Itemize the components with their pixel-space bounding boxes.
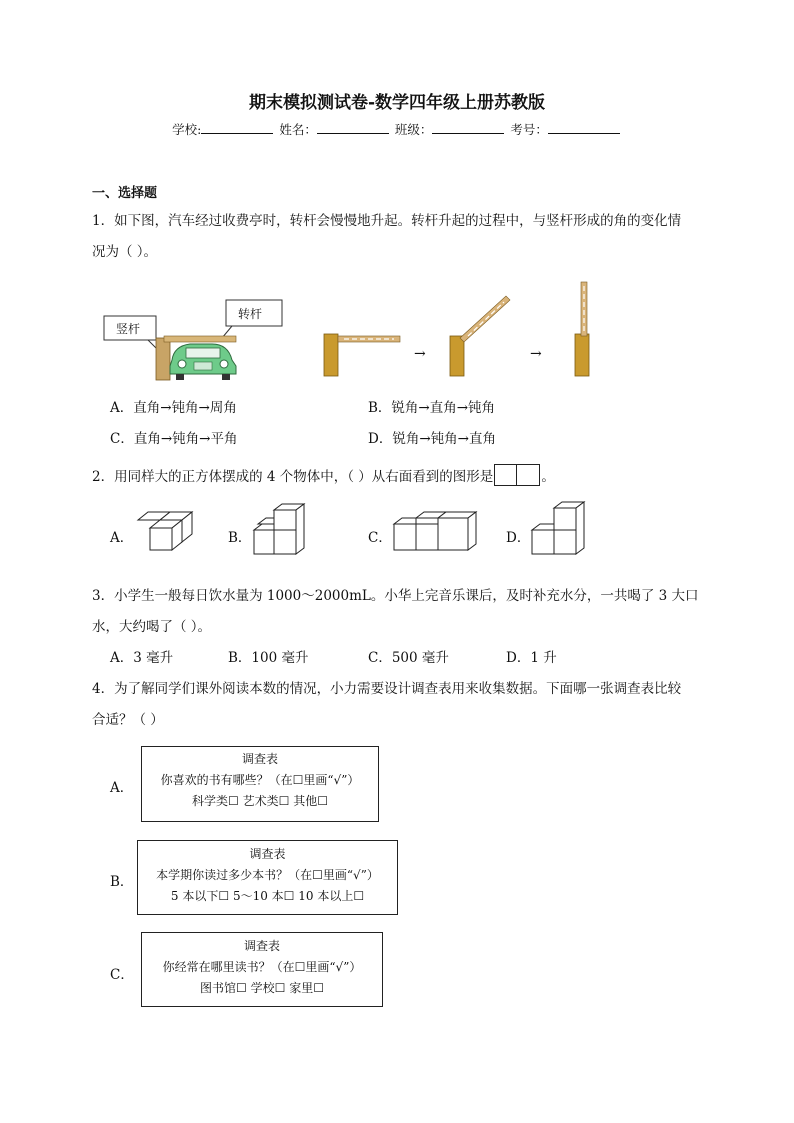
rotating-bar-label: 转杆 bbox=[238, 307, 263, 321]
q4-text-line2: 合适？（ ） bbox=[92, 712, 164, 728]
q2-text-after: 。 bbox=[541, 469, 555, 485]
survey-choices: 科学类☐ 艺术类☐ 其他☐ bbox=[192, 794, 328, 808]
page-title: 期末模拟测试卷-数学四年级上册苏教版 bbox=[248, 93, 546, 113]
gate-stage-2 bbox=[448, 292, 512, 378]
q1-option-a[interactable]: A．直角→钝角→周角 bbox=[110, 400, 237, 416]
q2-text-before: 2．用同样大的正方体摆成的 4 个物体中，（ ）从右面看到的图形是 bbox=[92, 469, 494, 485]
q4-option-b-label[interactable]: B． bbox=[110, 874, 134, 890]
q2-text bbox=[92, 464, 555, 486]
q2-option-b-label[interactable]: B． bbox=[228, 530, 252, 546]
class-label: 班级： bbox=[394, 122, 433, 137]
q1-option-b[interactable]: B．锐角→直角→钝角 bbox=[368, 400, 496, 416]
q4-option-c-label[interactable]: C． bbox=[110, 967, 134, 983]
school-label: 学校: bbox=[172, 122, 202, 137]
q2-right-view-figure bbox=[494, 464, 540, 486]
class-blank[interactable] bbox=[432, 121, 504, 134]
name-blank[interactable] bbox=[317, 121, 389, 134]
q1-option-d[interactable]: D．锐角→钝角→直角 bbox=[368, 431, 496, 447]
q2-option-d-label[interactable]: D． bbox=[506, 530, 531, 546]
q3-option-d[interactable]: D．1 升 bbox=[506, 650, 557, 666]
exam-no-blank[interactable] bbox=[548, 121, 620, 134]
survey-title: 调查表 bbox=[241, 752, 278, 766]
student-info-line bbox=[0, 120, 794, 138]
arrow-1: → bbox=[414, 346, 426, 362]
q3-option-a[interactable]: A．3 毫升 bbox=[110, 650, 174, 666]
survey-choices: 图书馆☐ 学校☐ 家里☐ bbox=[200, 981, 324, 995]
q2-option-a-label[interactable]: A． bbox=[110, 530, 134, 546]
q2-option-c-label[interactable]: C． bbox=[368, 530, 392, 546]
q4-text-line1: 4．为了解同学们课外阅读本数的情况，小力需要设计调查表用来收集数据。下面哪一张调查表比较 bbox=[92, 681, 682, 697]
survey-title: 调查表 bbox=[243, 939, 280, 953]
survey-question: 你喜欢的书有哪些？（在☐里画“√”） bbox=[160, 773, 360, 787]
toll-gate-car-illustration bbox=[102, 296, 288, 382]
name-label: 姓名： bbox=[279, 122, 317, 137]
q1-text-line1: 1．如下图，汽车经过收费亭时，转杆会慢慢地升起。转杆升起的过程中，与竖杆形成的角的变化情 bbox=[92, 213, 682, 229]
q2-option-c-cubes bbox=[392, 510, 478, 552]
q3-text-line1: 3．小学生一般每日饮水量为 1000～2000mL。小华上完音乐课后，及时补充水分，一共喝了 3 大口 bbox=[92, 588, 699, 604]
school-blank[interactable] bbox=[201, 121, 273, 134]
survey-title: 调查表 bbox=[249, 847, 286, 861]
q4-survey-table-a bbox=[141, 746, 379, 822]
q4-option-a-label[interactable]: A． bbox=[110, 780, 134, 796]
vertical-pole-label: 竖杆 bbox=[116, 322, 141, 336]
q4-survey-table-b bbox=[137, 840, 398, 915]
q3-text-line2: 水，大约喝了（ ）。 bbox=[92, 619, 212, 635]
q3-option-c[interactable]: C．500 毫升 bbox=[368, 650, 449, 666]
q1-option-c[interactable]: C．直角→钝角→平角 bbox=[110, 431, 238, 447]
survey-question: 你经常在哪里读书？（在☐里画“√”） bbox=[162, 960, 362, 974]
gate-stage-3 bbox=[572, 280, 594, 378]
exam-no-label: 考号： bbox=[510, 122, 548, 137]
q2-option-d-cubes bbox=[530, 500, 588, 558]
q3-option-b[interactable]: B．100 毫升 bbox=[228, 650, 309, 666]
q4-survey-table-c bbox=[141, 932, 383, 1007]
arrow-2: → bbox=[530, 346, 542, 362]
survey-question: 本学期你读过多少本书？（在☐里画“√”） bbox=[156, 868, 379, 882]
survey-choices: 5 本以下☐ 5～10 本☐ 10 本以上☐ bbox=[170, 889, 365, 903]
q1-text-line2: 况为（ ）。 bbox=[92, 244, 158, 260]
q2-option-a-cubes bbox=[136, 506, 194, 554]
q2-option-b-cubes bbox=[252, 502, 308, 558]
section-heading: 一、选择题 bbox=[92, 186, 158, 201]
gate-stage-1 bbox=[322, 330, 404, 378]
